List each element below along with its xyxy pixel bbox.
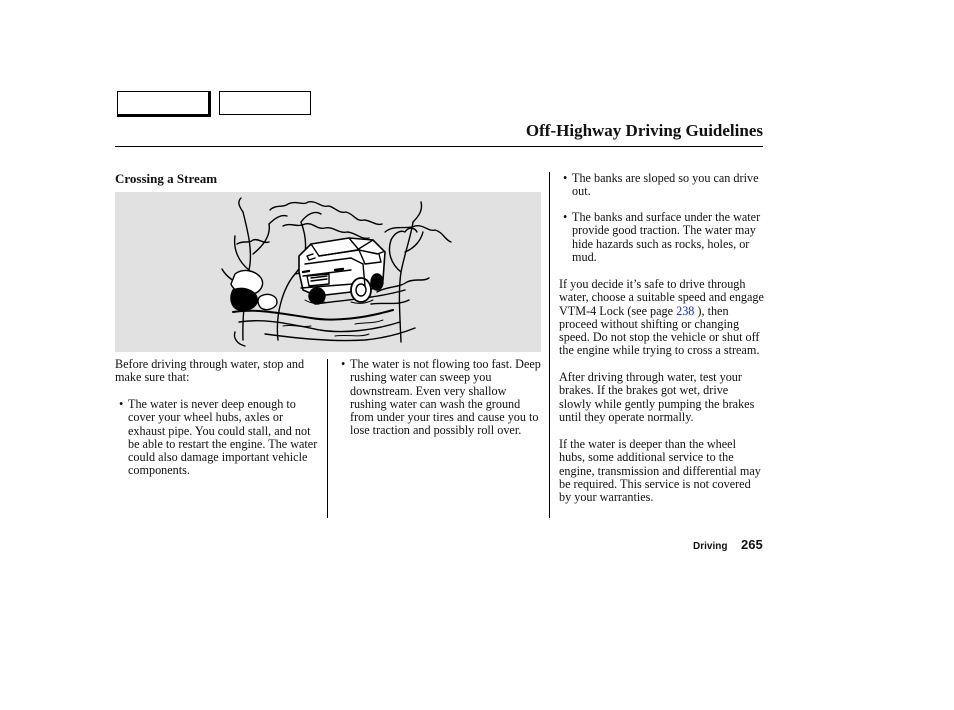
column-divider: [549, 172, 550, 518]
nav-box-previous[interactable]: [117, 91, 209, 115]
page-title: Off-Highway Driving Guidelines: [525, 121, 763, 140]
vtm4-paragraph: [559, 278, 765, 358]
list-item: [119, 398, 321, 478]
bullet-icon: •: [563, 171, 568, 185]
footer-section-label: Driving: [693, 541, 728, 552]
intro-paragraph: Before driving through water, stop and make sure that:: [115, 357, 305, 385]
column-divider: [327, 359, 328, 518]
bullet-icon: •: [341, 357, 346, 371]
bullet-text: The banks are sloped so you can drive out.: [572, 171, 759, 199]
bullet-text: The water is never deep enough to cover your wheel hubs, axles or exhaust pipe. You could stall, and not be able to restart the engine. The water could also damage important vehicle components.: [128, 397, 318, 478]
list-item: [563, 172, 761, 199]
section-title: Crossing a Stream: [115, 171, 218, 186]
vtm4-text-after: ), then proceed without shifting or changing speed. Do not stop the vehicle or shut off the engine while trying to cross a stream.: [559, 303, 760, 358]
bullet-icon: •: [119, 397, 124, 411]
bullet-text: The water is not flowing too fast. Deep rushing water can sweep you downstream. Even very shallow rushing water can wash the ground from under your tires and cause you to lose traction and possibly roll over.: [350, 357, 541, 438]
nav-box-next[interactable]: [219, 91, 311, 115]
bullet-text: The banks and surface under the water provide good traction. The water may hide hazards such as rocks, holes, or mud.: [572, 210, 761, 264]
page-number: 265: [741, 537, 763, 552]
vtm4-text-before: If you decide it’s safe to drive through water, choose a suitable speed and engage VTM-4 Lock (see page: [559, 277, 764, 318]
list-item: [341, 358, 543, 438]
bullet-icon: •: [563, 210, 568, 224]
deep-water-paragraph: If the water is deeper than the wheel hubs, some additional service to the engine, transmission and differential may be required. This service is not covered by your warranties.: [559, 437, 761, 505]
brakes-paragraph: After driving through water, test your brakes. If the brakes got wet, drive slowly while gently pumping the brakes until they operate normally.: [559, 370, 755, 424]
page-reference-link[interactable]: 238: [676, 303, 695, 318]
list-item: [563, 211, 761, 264]
title-divider: [115, 146, 763, 147]
stream-crossing-illustration: [115, 192, 541, 352]
